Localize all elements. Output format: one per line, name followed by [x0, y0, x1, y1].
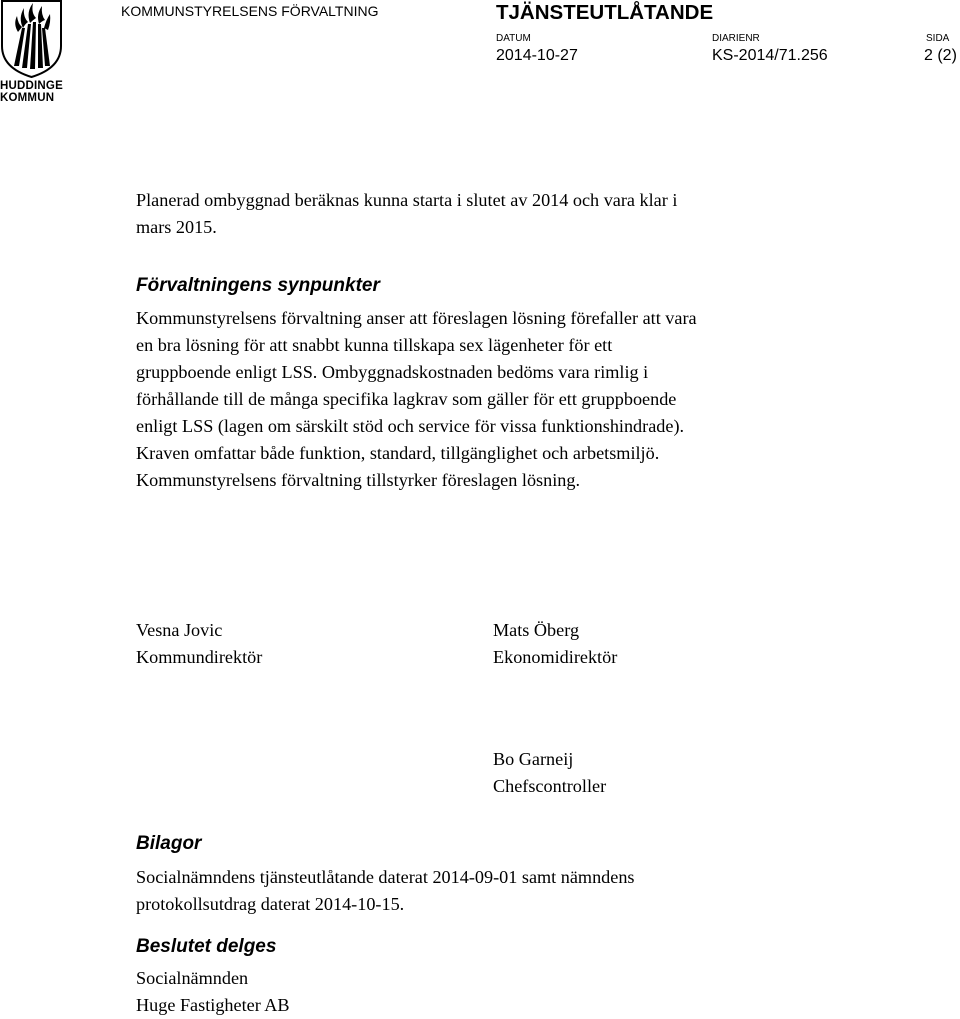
opinion-line: enligt LSS (lagen om särskilt stöd och service för vissa funktionshindrade). [136, 416, 685, 436]
date-value: 2014-10-27 [496, 47, 578, 64]
opinion-paragraph [136, 305, 697, 494]
reference-value: KS-2014/71.256 [712, 47, 828, 64]
intro-line: Planerad ombyggnad beräknas kunna starta i slutet av 2014 och vara klar i [136, 190, 678, 210]
intro-line: mars 2015. [136, 217, 217, 237]
document-type: TJÄNSTEUTLÅTANDE [496, 1, 714, 24]
opinion-section [136, 272, 380, 299]
distribution-list [136, 965, 290, 1019]
distribution-section [136, 933, 276, 960]
signatory-name: Bo Garneij [493, 749, 574, 769]
opinion-line: Kommunstyrelsens förvaltning anser att föreslagen lösning förefaller att vara [136, 308, 697, 328]
opinion-line: gruppboende enligt LSS. Ombyggnadskostnaden bedöms vara rimlig i [136, 362, 649, 382]
attachments-section [136, 830, 201, 857]
distribution-recipient: Huge Fastigheter AB [136, 995, 290, 1015]
opinion-heading: Förvaltningens synpunkter [136, 275, 380, 296]
coat-of-arms-icon [0, 0, 64, 78]
date-label: DATUM [496, 33, 531, 44]
distribution-recipient: Socialnämnden [136, 968, 249, 988]
attachment-line: protokollsutdrag daterat 2014-10-15. [136, 894, 405, 914]
organization-name: KOMMUNSTYRELSENS FÖRVALTNING [121, 3, 379, 19]
attachment-line: Socialnämndens tjänsteutlåtande daterat 2014-09-01 samt nämndens [136, 867, 635, 887]
opinion-line: förhållande till de många specifika lagkrav som gäller för ett gruppboende [136, 389, 677, 409]
attachments-heading: Bilagor [136, 833, 202, 854]
reference-label: DIARIENR [712, 33, 760, 44]
signature-block [136, 617, 262, 671]
signature-block [493, 746, 606, 800]
signatory-name: Mats Öberg [493, 620, 580, 640]
logo-line-2: KOMMUN [0, 92, 55, 104]
municipality-logo [0, 0, 66, 108]
signature-block [493, 617, 617, 671]
signatory-name: Vesna Jovic [136, 620, 223, 640]
signatory-title: Chefscontroller [493, 776, 607, 796]
opinion-line: Kraven omfattar både funktion, standard, tillgänglighet och arbetsmiljö. [136, 443, 660, 463]
logo-text [0, 80, 72, 104]
intro-paragraph [136, 187, 677, 241]
signatory-title: Kommundirektör [136, 647, 263, 667]
attachments-list [136, 864, 635, 918]
logo-line-1: HUDDINGE [0, 80, 63, 92]
signatory-title: Ekonomidirektör [493, 647, 618, 667]
page-value: 2 (2) [924, 47, 957, 64]
opinion-line: Kommunstyrelsens förvaltning tillstyrker föreslagen lösning. [136, 470, 581, 490]
opinion-line: en bra lösning för att snabbt kunna tillskapa sex lägenheter för ett [136, 335, 613, 355]
page-label: SIDA [926, 33, 950, 44]
distribution-heading: Beslutet delges [136, 936, 277, 957]
